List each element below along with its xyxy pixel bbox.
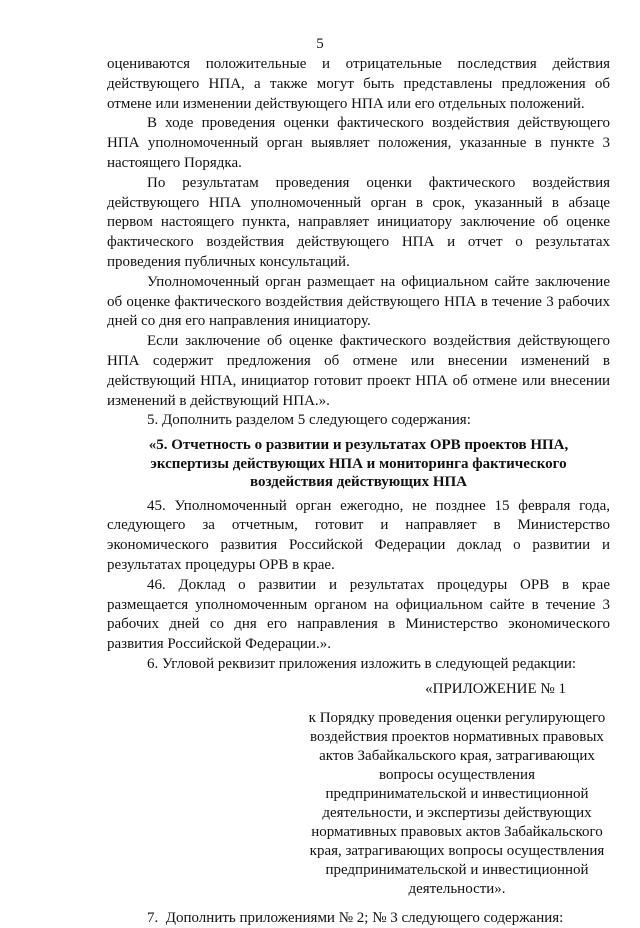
page-number: 5 — [316, 36, 324, 52]
item-7 — [107, 909, 610, 928]
item-45: 45. Уполномоченный орган ежегодно, не позднее 15 февраля года, следующего за отчетным, готовит и направляет в Министерство экономического развития Российской Федерации доклад о развитии и результатах процедуры ОРВ в крае. — [107, 497, 610, 574]
paragraph-add-section: 5. Дополнить разделом 5 следующего содержания: — [147, 412, 471, 429]
paragraph-publication: Уполномоченный орган размещает на официальном сайте заключение об оценке фактического воздействия действующего НПА в течение 3 рабочих дней со дня его направления инициатору. — [107, 273, 610, 330]
section-5-heading: «5. Отчетность о развитии и результатах ОРВ проектов НПА, экспертизы действующих НПА и мониторинга фактического воздействия действующих НПА — [148, 437, 569, 491]
paragraph-identification: В ходе проведения оценки фактического воздействия действующего НПА уполномоченный орган выявляет положения, указанные в пункте 3 настоящего Порядка. — [107, 115, 610, 171]
item-46: 46. Доклад о развитии и результатах процедуры ОРВ в крае размещается уполномоченным органом на официальном сайте в течение 3 рабочих дней со дня его направления в Министерство экономического развития Российской Федерации.». — [107, 576, 610, 653]
paragraph-results: По результатам проведения оценки фактического воздействия действующего НПА уполномоченный орган в срок, указанный в абзаце первом настоящего пункта, направляет инициатору заключение об оценке фактического воздействия действующего НПА и отчет о результатах проведения публичных консультаций. — [107, 174, 610, 270]
item-6-corner-requisite: 6. Угловой реквизит приложения изложить в следующей редакции: — [147, 656, 577, 673]
item-7-number: 7. — [147, 909, 159, 926]
paragraph-amendment: Если заключение об оценке фактического воздействия действующего НПА содержит предложения об отмене или внесении изменений в действующий НПА, инициатор готовит проект НПА об отмене или внесении изменений в действующий НПА.». — [107, 333, 610, 409]
item-7-text: Дополнить приложениями № 2; № 3 следующего содержания: — [165, 909, 564, 926]
appendix-title: «ПРИЛОЖЕНИЕ № 1 — [425, 680, 566, 697]
appendix-caption: к Порядку проведения оценки регулирующего воздействия проектов нормативных правовых актов Забайкальского края, затрагивающих вопросы осуществления предпринимательской и инвестиционной деятельности, и экспертизы действующих нормативных правовых актов Забайкальского края, затрагивающих вопросы осуществления предпринимательской и инвестиционной деятельности». — [308, 709, 606, 897]
document-body — [107, 55, 610, 928]
paragraph-continuation: оцениваются положительные и отрицательные последствия действия действующего НПА, а также могут быть представлены предложения об отмене или изменении действующего НПА или его отдельных положений. — [107, 56, 610, 112]
